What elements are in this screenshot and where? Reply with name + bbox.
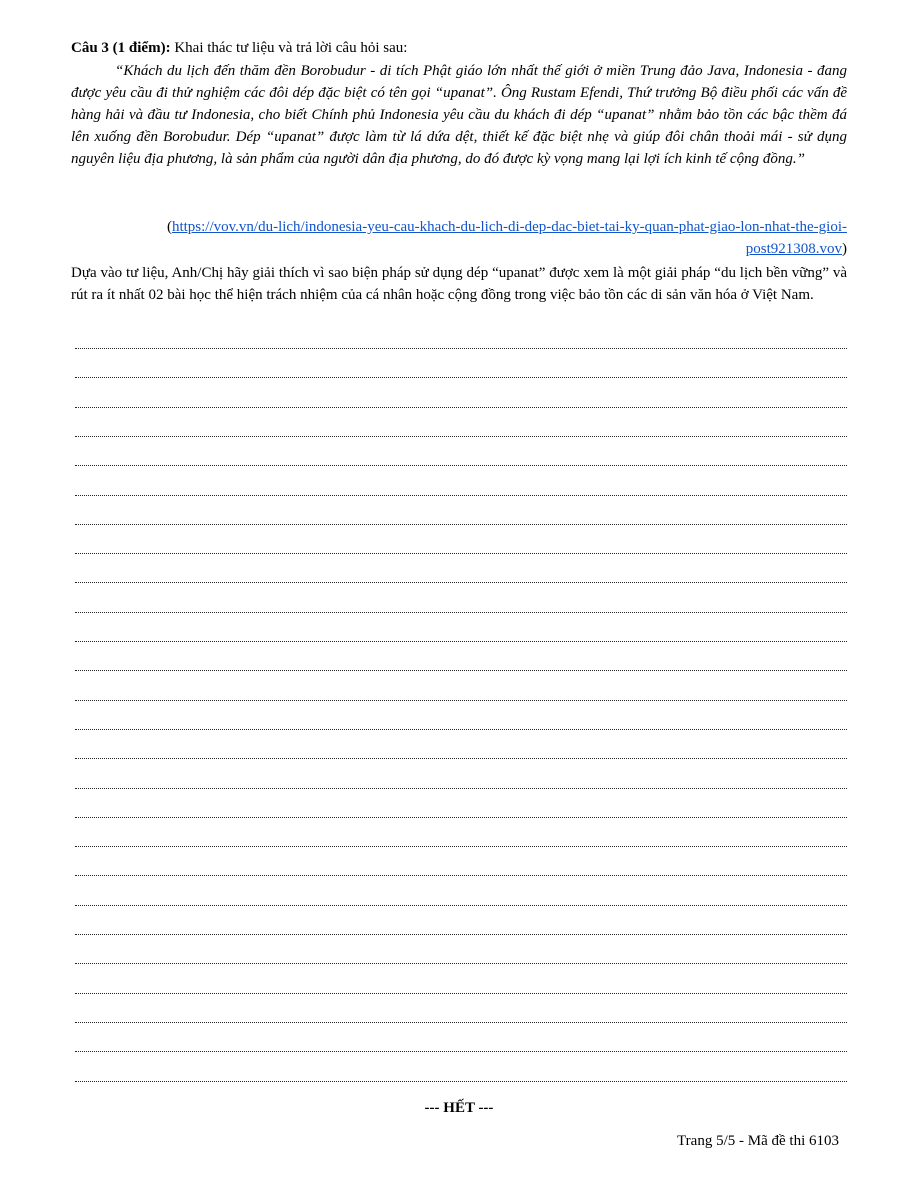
- end-mark: --- HẾT ---: [424, 1100, 494, 1116]
- answer-line[interactable]: [75, 698, 847, 701]
- answer-line[interactable]: [75, 668, 847, 671]
- source-link[interactable]: https://vov.vn/du-lich/indonesia-yeu-cau-khach-du-lich-di-dep-dac-biet-tai-ky-quan-phat-giao-lon-nhat-the-gioi-post921308.vov: [171, 219, 847, 257]
- answer-line[interactable]: [75, 493, 847, 496]
- answer-line[interactable]: [75, 815, 847, 818]
- page-footer: Trang 5/5 - Mã đề thi 6103: [677, 1133, 839, 1149]
- answer-line[interactable]: [75, 727, 847, 730]
- answer-line[interactable]: [75, 1079, 847, 1082]
- question-header: [71, 38, 851, 58]
- answer-line[interactable]: [75, 610, 847, 613]
- question-prompt: Khai thác tư liệu và trả lời câu hỏi sau:: [170, 40, 408, 56]
- answer-line[interactable]: [75, 756, 847, 759]
- answer-line[interactable]: [75, 903, 847, 906]
- answer-line[interactable]: [75, 463, 847, 466]
- answer-line[interactable]: [75, 434, 847, 437]
- answer-line[interactable]: [75, 786, 847, 789]
- answer-line[interactable]: [75, 961, 847, 964]
- answer-line[interactable]: [75, 1020, 847, 1023]
- answer-line[interactable]: [75, 639, 847, 642]
- answer-line[interactable]: [75, 932, 847, 935]
- answer-line[interactable]: [75, 991, 847, 994]
- answer-line[interactable]: [75, 522, 847, 525]
- citation-close-paren: ): [842, 241, 847, 257]
- task-instructions: Dựa vào tư liệu, Anh/Chị hãy giải thích vì sao biện pháp sử dụng dép “upanat” được xem là một giải pháp “du lịch bền vững” và rút ra ít nhất 02 bài học thể hiện trách nhiệm của cá nhân hoặc cộng đồng trong việc bảo tồn các di sản văn hóa ở Việt Nam.: [71, 265, 847, 303]
- question-label: Câu 3 (1 điểm):: [71, 40, 171, 56]
- citation-open-paren: (: [166, 219, 172, 235]
- answer-line[interactable]: [75, 551, 847, 554]
- source-quote: “Khách du lịch đến thăm đền Borobudur - di tích Phật giáo lớn nhất thế giới ở miền Trung đảo Java, Indonesia - đang được yêu cầu đi thử nghiệm các đôi dép đặc biệt có tên gọi “upanat”. Ông Rustam Efendi, Thứ trưởng Bộ điều phối các vấn đề hàng hải và đầu tư Indonesia, cho biết Chính phủ Indonesia yêu cầu du khách đi dép “upanat” nhằm bảo tồn các bậc thềm đá lên xuống đền Borobudur. Dép “upanat” được làm từ lá dứa dệt, thiết kế đặc biệt nhẹ và giúp đôi chân thoải mái - sử dụng nguyên liệu địa phương, là sản phẩm của người dân địa phương, do đó được kỳ vọng mang lại lợi ích kinh tế cộng đồng.”: [71, 63, 847, 167]
- source-citation: [71, 216, 847, 260]
- answer-line[interactable]: [75, 346, 847, 349]
- answer-line[interactable]: [75, 844, 847, 847]
- answer-line[interactable]: [75, 375, 847, 378]
- answer-line[interactable]: [75, 580, 847, 583]
- answer-line[interactable]: [75, 1049, 847, 1052]
- answer-line[interactable]: [75, 873, 847, 876]
- answer-line[interactable]: [75, 405, 847, 408]
